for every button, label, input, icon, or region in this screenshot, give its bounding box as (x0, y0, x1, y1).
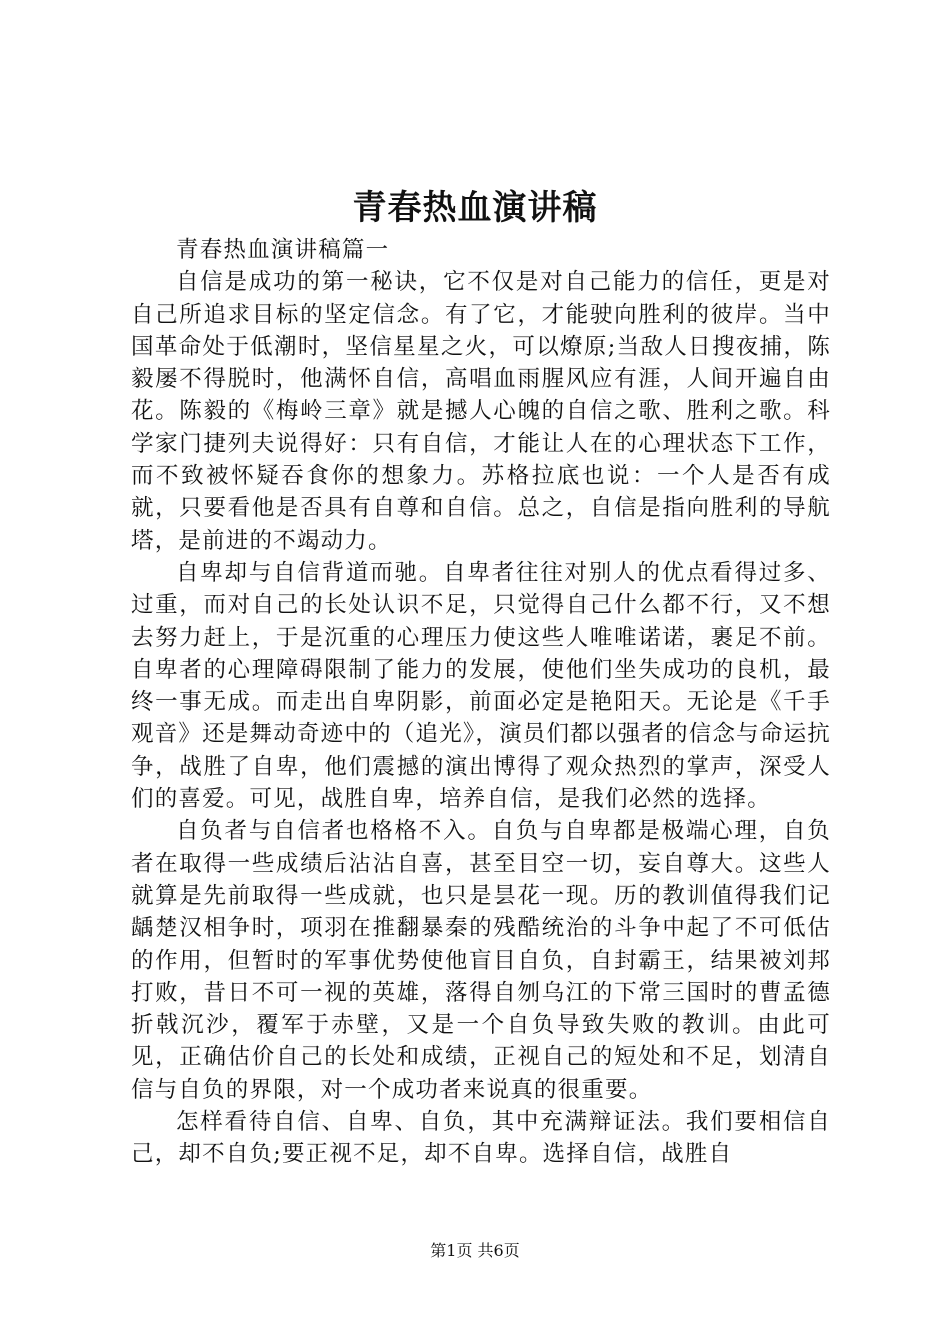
document-title: 青春热血演讲稿 (352, 188, 598, 228)
section-heading: 青春热血演讲稿篇一 (176, 237, 390, 263)
paragraph-1: 自信是成功的第一秘诀，它不仅是对自己能力的信任，更是对自己所追求目标的坚定信念。有了它，才能驶向胜利的彼岸。当中国革命处于低潮时，坚信星星之火，可以燎原;当敌人日搜夜捕，陈毅屡不得脱时，他满怀自信，高唱血雨腥风应有涯，人间开遍自由花。陈毅的《梅岭三章》就是撼人心魄的自信之歌、胜利之歌。科学家门捷列夫说得好：只有自信，才能让人在的心理状态下工作，而不致被怀疑吞食你的想象力。苏格拉底也说：一个人是否有成就，只要看他是否具有自尊和自信。总之，自信是指向胜利的导航塔，是前进的不竭动力。 (131, 269, 831, 554)
page-number: 第1页 共6页 (430, 1241, 520, 1260)
document-body (131, 234, 831, 1171)
paragraph-4: 怎样看待自信、自卑、自负，其中充满辩证法。我们要相信自己，却不自负;要正视不足，却不自卑。选择自信，战胜自 (131, 1109, 831, 1168)
paragraph-3: 自负者与自信者也格格不入。自负与自卑都是极端心理，自负者在取得一些成绩后沾沾自喜，甚至目空一切，妄自尊大。这些人就算是先前取得一些成就，也只是昙花一现。历的教训值得我们记龋楚汉相争时，项羽在推翻暴秦的残酷统治的斗争中起了不可低估的作用，但暂时的军事优势使他盲目自负，自封霸王，结果被刘邦打败，昔日不可一视的英雄，落得自刎乌江的下常三国时的曹孟德折戟沉沙，覆军于赤壁，又是一个自负导致失败的教训。由此可见，正确估价自己的长处和成绩，正视自己的短处和不足，划清自信与自负的界限，对一个成功者来说真的很重要。 (131, 818, 831, 1103)
paragraph-2: 自卑却与自信背道而驰。自卑者往往对别人的优点看得过多、过重，而对自己的长处认识不足，只觉得自己什么都不行，又不想去努力赶上，于是沉重的心理压力使这些人唯唯诺诺，裹足不前。自卑者的心理障碍限制了能力的发展，使他们坐失成功的良机，最终一事无成。而走出自卑阴影，前面必定是艳阳天。无论是《千手观音》还是舞动奇迹中的（追光》，演员们都以强者的信念与命运抗争，战胜了自卑，他们震撼的演出博得了观众热烈的掌声，深受人们的喜爱。可见，战胜自卑，培养自信，是我们必然的选择。 (131, 559, 831, 813)
